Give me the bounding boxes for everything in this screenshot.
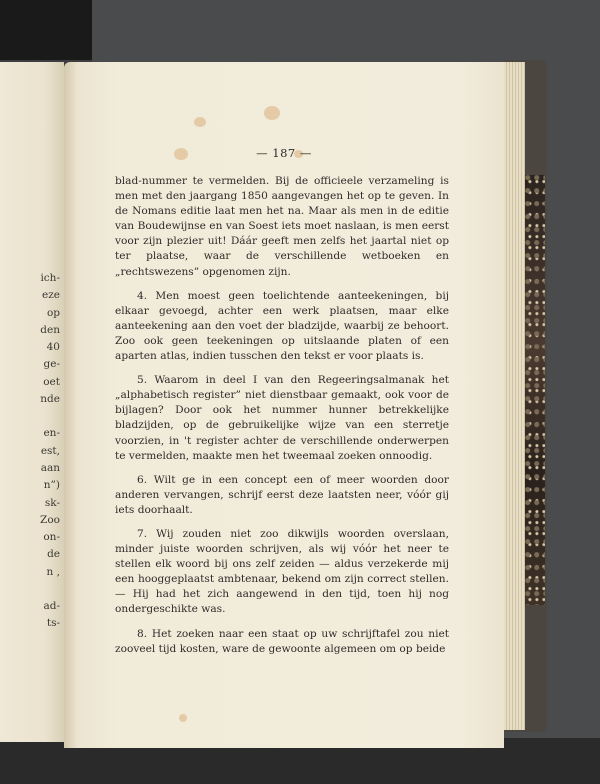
paragraph: 6. Wilt ge in een concept een of meer woorden door anderen vervangen, schrijf eerst deze laatsten neer, vóór gij iets doorhaalt. (115, 473, 449, 516)
left-fragment-line: oet (43, 375, 60, 388)
paragraph: blad-nummer te vermelden. Bij de officieele verzameling is men met den jaargang 1850 aangevangen het op te geven. In de Nomans editie laat men het na. Maar als men in de editie van Boudewijnse en van Soest iets moet naslaan, is men eerst voor zijn plezier uit! Dáár geeft men zelfs het jaartal niet op ter plaatse, waar de verschillende wetboeken en „rechtswezens” opgenomen zijn. (115, 175, 449, 278)
paragraph: 8. Het zoeken naar een staat op uw schrijftafel zou niet zooveel tijd kosten, ware de gewoonte algemeen om op beide (115, 627, 449, 655)
background-dark-corner (0, 0, 92, 60)
line-gap (40, 581, 60, 598)
left-fragment-line: sk- (44, 496, 60, 509)
paragraph: 4. Men moest geen toelichtende aanteekeningen, bij elkaar gevoegd, achter een werk plaatsen, maar elke aanteekening aan den voet der bladzijde, waarbij ze behoort. Zoo ook geen teekeningen op uitslaande platen of een aparten atlas, indien tusschen den tekst er voor plaats is. (115, 289, 449, 363)
marbled-cover-edge (525, 175, 545, 605)
left-fragment-line: Zoo (40, 513, 60, 526)
left-fragment-line: eze (42, 289, 60, 302)
left-fragment-line: 40 (46, 341, 60, 354)
left-fragment-line: ich- (40, 272, 60, 284)
left-fragment-line: est, (40, 444, 60, 457)
left-fragment-line: on- (43, 531, 60, 544)
left-fragment-line: ts- (46, 617, 60, 630)
paragraph: 7. Wij zouden niet zoo dikwijls woorden overslaan, minder juiste woorden schrijven, als wij vóór het neer te stellen elk woord bij ons zelf zeiden — aldus verzekerde mij een hooggeplaatst ambtenaar, bekend om zijn correct stellen. — Hij had het zich aangewend in den tijd, toen hij nog ondergeschikte was. (115, 527, 449, 616)
body-text (115, 174, 449, 666)
left-fragment-line: ad- (43, 600, 60, 613)
left-fragment-line: de (47, 548, 60, 561)
paragraph: 5. Waarom in deel I van den Regeeringsalmanak het „alphabetisch register” niet dienstbaar gemaakt, ook voor de bijlagen? Door ook het nummer hunner betrekkelijke bladzijden, op de gebruikelijke wijze van een sterretje voorzien, in 't register achter de verschillende onderwerpen te vermelden, maakte men het tweemaal zoeken onnoodig. (115, 374, 449, 462)
left-fragment-line: aan (40, 461, 60, 474)
left-fragment-line: n , (46, 565, 60, 578)
right-page (64, 62, 504, 748)
left-fragment-line: en- (43, 427, 60, 440)
line-gap (40, 408, 60, 425)
left-page-text-fragments (40, 270, 60, 633)
left-fragment-line: op (46, 306, 60, 319)
left-fragment-line: n”) (43, 479, 60, 492)
left-fragment-line: den (40, 323, 60, 336)
foxing-spot (264, 106, 280, 120)
left-page (0, 62, 64, 742)
left-fragment-line: ge- (43, 358, 60, 371)
left-fragment-line: nde (40, 393, 60, 406)
page-number: — 187 — (256, 146, 312, 160)
foxing-spot (179, 714, 187, 722)
foxing-spot (194, 117, 206, 127)
